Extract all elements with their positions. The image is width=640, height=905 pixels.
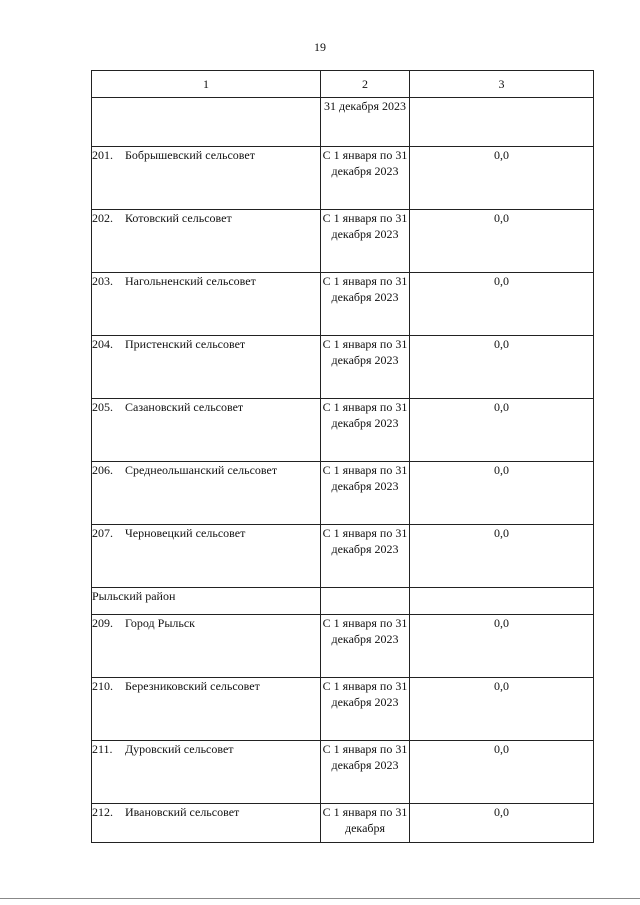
table-row: [92, 804, 594, 843]
cell-name: [92, 98, 321, 147]
municipality-name: Ивановский сельсовет: [125, 805, 240, 819]
cell-period: С 1 января по 31 декабря: [321, 804, 410, 843]
cell-name: [92, 741, 321, 804]
row-number: 201.: [92, 148, 113, 162]
cell-period: [321, 588, 410, 615]
cell-period: С 1 января по 31 декабря 2023: [321, 399, 410, 462]
table-row: [92, 147, 594, 210]
cell-value: 0,0: [410, 525, 594, 588]
cell-value: 0,0: [410, 741, 594, 804]
cell-period: С 1 января по 31 декабря 2023: [321, 525, 410, 588]
cell-value: 0,0: [410, 336, 594, 399]
cell-value: 0,0: [410, 273, 594, 336]
row-number: 203.: [92, 274, 113, 288]
municipality-name: Котовский сельсовет: [125, 211, 232, 225]
row-number: 211.: [92, 742, 113, 756]
cell-value: 0,0: [410, 615, 594, 678]
cell-value: [410, 98, 594, 147]
municipality-name: Дуровский сельсовет: [125, 742, 234, 756]
cell-name: [92, 804, 321, 843]
continuation-row: [92, 98, 594, 147]
cell-period: С 1 января по 31 декабря 2023: [321, 741, 410, 804]
cell-name: [92, 273, 321, 336]
row-number: 206.: [92, 463, 113, 477]
row-number: 204.: [92, 337, 113, 351]
column-header-3: 3: [410, 71, 594, 98]
cell-value: 0,0: [410, 147, 594, 210]
column-header-2: 2: [321, 71, 410, 98]
table-row: [92, 678, 594, 741]
table-row: [92, 741, 594, 804]
municipality-name: Нагольненский сельсовет: [125, 274, 256, 288]
cell-name: [92, 336, 321, 399]
municipality-name: Бобрышевский сельсовет: [125, 148, 255, 162]
cell-value: [410, 588, 594, 615]
cell-value: 0,0: [410, 804, 594, 843]
district-name: Рыльский район: [92, 588, 321, 615]
cell-value: 0,0: [410, 210, 594, 273]
cell-period: С 1 января по 31 декабря 2023: [321, 336, 410, 399]
municipality-table: [91, 70, 594, 843]
municipality-name: Березниковский сельсовет: [125, 679, 260, 693]
table-row: [92, 336, 594, 399]
table-row: [92, 273, 594, 336]
table-row: [92, 462, 594, 525]
page-number: 19: [314, 40, 326, 54]
row-number: 202.: [92, 211, 113, 225]
cell-name: [92, 678, 321, 741]
cell-period: 31 декабря 2023: [321, 98, 410, 147]
cell-period: С 1 января по 31 декабря 2023: [321, 273, 410, 336]
cell-period: С 1 января по 31 декабря 2023: [321, 615, 410, 678]
cell-name: [92, 462, 321, 525]
cell-period: С 1 января по 31 декабря 2023: [321, 147, 410, 210]
row-number: 207.: [92, 526, 113, 540]
table-row: [92, 399, 594, 462]
cell-value: 0,0: [410, 399, 594, 462]
cell-period: С 1 января по 31 декабря 2023: [321, 462, 410, 525]
column-header-1: 1: [92, 71, 321, 98]
row-number: 205.: [92, 400, 113, 414]
row-number: 210.: [92, 679, 113, 693]
cell-name: [92, 147, 321, 210]
table-row: [92, 615, 594, 678]
municipality-name: Черновецкий сельсовет: [125, 526, 246, 540]
municipality-name: Город Рыльск: [125, 616, 195, 630]
table-row: [92, 210, 594, 273]
cell-value: 0,0: [410, 678, 594, 741]
cell-period: С 1 января по 31 декабря 2023: [321, 210, 410, 273]
municipality-name: Среднеольшанский сельсовет: [125, 463, 278, 477]
table-row: [92, 525, 594, 588]
row-number: 209.: [92, 616, 113, 630]
row-number: 212.: [92, 805, 113, 819]
district-row: [92, 588, 594, 615]
cell-period: С 1 января по 31 декабря 2023: [321, 678, 410, 741]
municipality-name: Пристенский сельсовет: [125, 337, 246, 351]
municipality-name: Сазановский сельсовет: [125, 400, 244, 414]
cell-name: [92, 210, 321, 273]
cell-name: [92, 525, 321, 588]
cell-name: [92, 615, 321, 678]
cell-value: 0,0: [410, 462, 594, 525]
cell-name: [92, 399, 321, 462]
page-edge-line: [0, 898, 640, 899]
header-row: [92, 71, 594, 98]
